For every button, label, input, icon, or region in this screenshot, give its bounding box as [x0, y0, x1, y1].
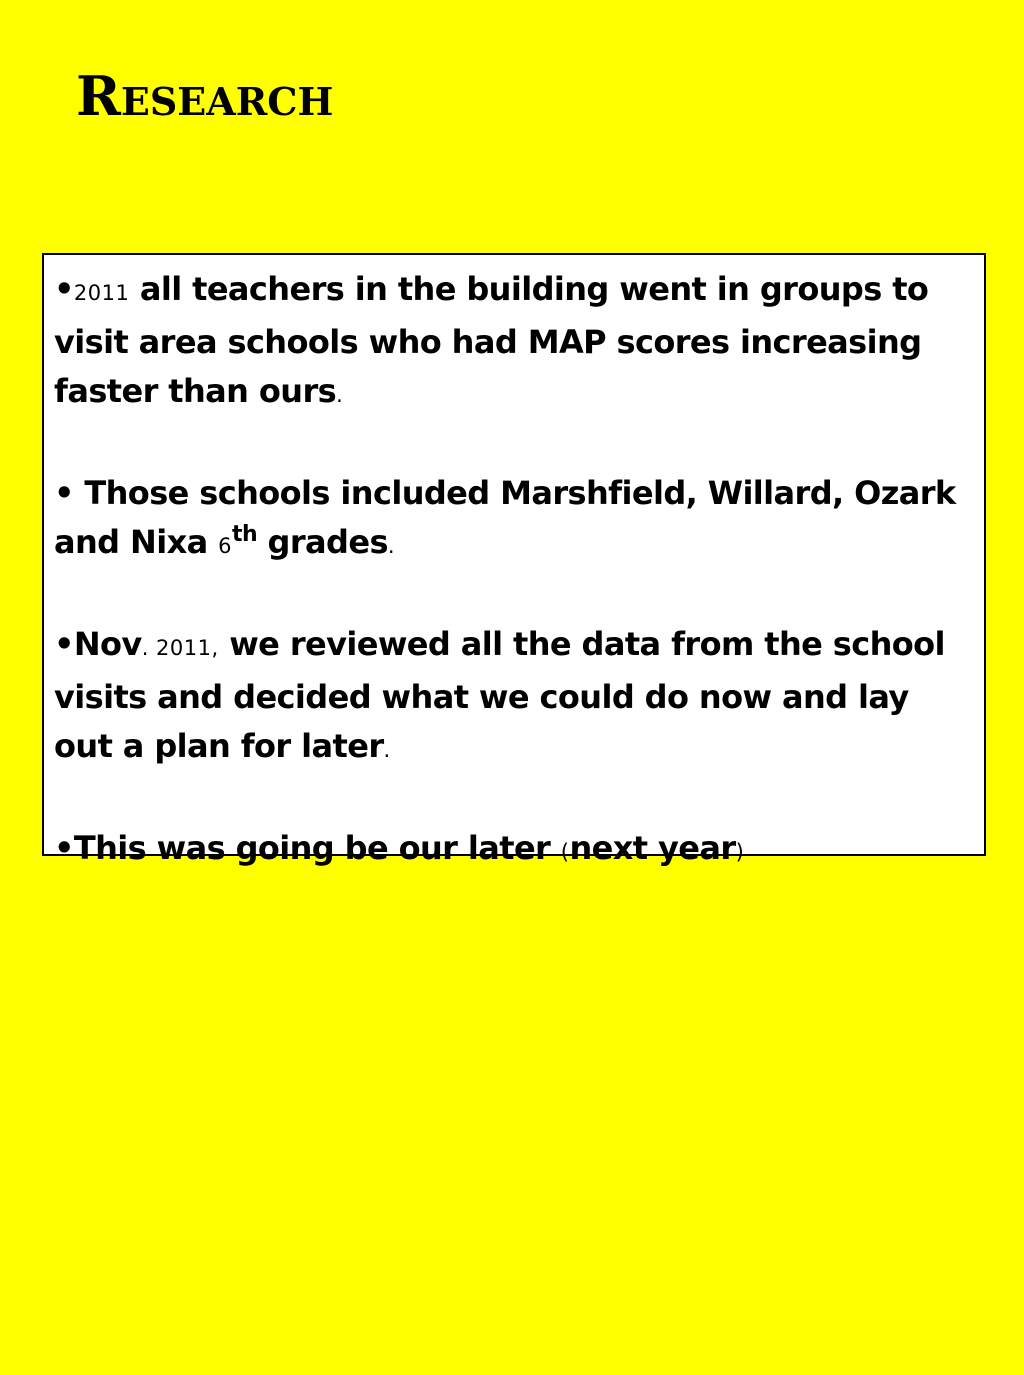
- grade-number: 6: [218, 534, 233, 558]
- bullet-period: .: [383, 738, 391, 762]
- date-text: . 2011,: [141, 636, 219, 660]
- bullet-item-3: [54, 620, 974, 775]
- slide-title: Research: [76, 64, 334, 128]
- bullet-marker: •: [54, 270, 74, 308]
- bullet-marker: •: [54, 829, 74, 867]
- bullet-text: all teachers in the building went in groups to visit area schools who had MAP scores increasing faster than ours: [54, 270, 929, 410]
- paren-text: next year: [569, 829, 736, 867]
- bullet-text: Those schools included Marshfield, Willard, Ozark and Nixa: [54, 474, 956, 561]
- bullet-period: .: [387, 534, 396, 558]
- bullet-text: This was going be our later: [73, 829, 561, 867]
- bullet-marker: •: [54, 625, 74, 663]
- year-text: 2011: [73, 281, 130, 305]
- bullet-text-after: grades: [257, 523, 388, 561]
- bullet-period: .: [336, 383, 344, 407]
- content-box: [42, 253, 986, 867]
- bullet-item-4: [54, 824, 974, 877]
- bullet-marker: •: [54, 474, 74, 512]
- paren-open: (: [560, 840, 570, 864]
- bullet-lead: Nov: [73, 625, 142, 663]
- paren-close: ): [735, 840, 745, 864]
- grade-superscript: th: [232, 522, 258, 547]
- bullet-text: we reviewed all the data from the school visits and decided what we could do now and lay out a plan for later: [54, 625, 945, 765]
- bullet-item-1: [54, 265, 974, 420]
- bullet-item-2: [54, 469, 974, 571]
